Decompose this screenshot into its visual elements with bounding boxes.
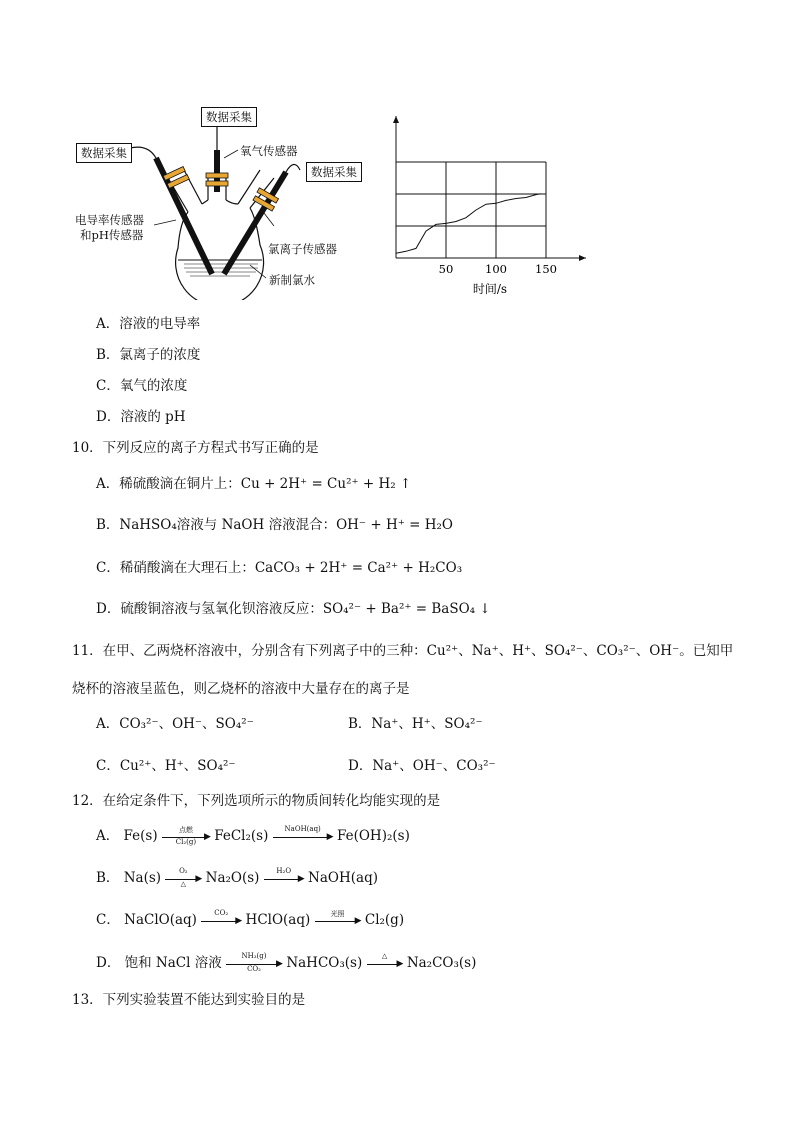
arrow-line [273, 837, 329, 838]
arrow-line [201, 921, 237, 922]
q10-option-a[interactable] [96, 472, 411, 492]
substance: Na₂CO₃(s) [406, 955, 477, 971]
q12-option-a[interactable] [96, 824, 410, 845]
q11-option-c[interactable]: C．Cu²⁺、H⁺、SO₄²⁻ [96, 758, 236, 774]
option-text: 氧气的浓度 [119, 378, 188, 394]
option-key: C． [96, 912, 120, 928]
arrow-condition-top: CO₂ [214, 908, 229, 917]
arrow-condition-top: △ [381, 951, 388, 960]
arrow-line [315, 921, 357, 922]
reaction-arrow [162, 825, 211, 846]
reaction-arrow [201, 908, 243, 929]
reaction-arrow [367, 951, 404, 972]
q9-option-b[interactable] [96, 343, 200, 363]
substance: NaOH(aq) [308, 870, 378, 886]
arrow-head-icon: ▶ [354, 915, 362, 926]
chlorine-water-label: 新制氯水 [269, 273, 315, 287]
q11-option-d[interactable]: D．Na⁺、OH⁻、CO₃²⁻ [348, 758, 496, 774]
substance: NaClO(aq) [124, 912, 197, 928]
reaction-arrow [315, 909, 362, 929]
y-axis-arrow-icon [393, 116, 399, 123]
option-key: A． [96, 316, 120, 332]
q11-stem-line2: 烧杯的溶液呈蓝色，则乙烧杯的溶液中大量存在的离子是 [72, 681, 410, 697]
time-graph [380, 110, 600, 300]
arrow-condition-top: 光照 [330, 909, 345, 918]
data-collect-left-label: 数据采集 [76, 143, 132, 163]
cable-left [130, 147, 156, 158]
graph-series [396, 194, 541, 254]
conductivity-sensor-label-2: 和pH传感器 [80, 228, 144, 242]
q11-option-a[interactable]: A．CO₃²⁻、OH⁻、SO₄²⁻ [96, 716, 254, 732]
q11-option-b[interactable]: B．Na⁺、H⁺、SO₄²⁻ [348, 716, 483, 732]
substance: Cl₂(g) [364, 912, 405, 928]
q10-option-b[interactable] [96, 513, 453, 533]
option-key: D． [96, 955, 121, 971]
arrow-condition-bottom: Cl₂(g) [175, 837, 197, 846]
option-equation: OH⁻ + H⁺ = H₂O [336, 517, 453, 533]
option-key: C． [96, 378, 120, 394]
reaction-arrow [273, 824, 334, 845]
option-key: A． [96, 476, 120, 492]
cable-right [286, 164, 300, 172]
q12-option-c[interactable] [96, 908, 404, 929]
option-desc: 硫酸铜溶液与氢氧化钡溶液反应： [120, 601, 323, 617]
liquid-hatching [184, 264, 258, 276]
arrow-condition-top: H₂O [276, 866, 292, 875]
data-collect-right-label: 数据采集 [306, 162, 362, 182]
q9-option-a[interactable] [96, 312, 200, 332]
option-equation: Cu + 2H⁺ = Cu²⁺ + H₂ ↑ [240, 476, 412, 492]
substance: Fe(OH)₂(s) [336, 828, 410, 844]
q13-stem: 13．下列实验装置不能达到实验目的是 [72, 992, 306, 1008]
reaction-arrow [226, 951, 283, 973]
option-key: B． [96, 347, 120, 363]
substance: Na₂O(s) [205, 870, 260, 886]
reaction-arrow [264, 866, 305, 887]
arrow-condition-bottom: CO₂ [247, 964, 261, 973]
arrow-condition-bottom: △ [180, 879, 187, 888]
x-tick-label: 50 [438, 262, 454, 276]
q12-option-b[interactable] [96, 866, 378, 887]
option-text: 氯离子的浓度 [119, 347, 201, 363]
arrow-condition-top: 点燃 [178, 825, 193, 834]
substance: HClO(aq) [245, 912, 311, 928]
option-desc: 稀硫酸滴在铜片上： [119, 476, 241, 492]
q11-stem-line1: 11．在甲、乙两烧杯溶液中，分别含有下列离子中的三种：Cu²⁺、Na⁺、H⁺、SO₄²⁻、CO₃²⁻、OH⁻。已知甲 [72, 643, 734, 659]
option-text: 溶液的 pH [120, 409, 186, 425]
arrow-head-icon: ▶ [297, 873, 305, 884]
q9-option-c[interactable] [96, 374, 187, 394]
substance: FeCl₂(s) [214, 828, 269, 844]
option-text: 溶液的电导率 [119, 316, 201, 332]
x-axis-arrow-icon [579, 255, 586, 261]
option-key: D． [96, 409, 121, 425]
q10-stem: 10．下列反应的离子方程式书写正确的是 [72, 440, 319, 456]
graph-x-axis-label: 时间/s [472, 282, 508, 296]
data-collect-top-label: 数据采集 [201, 107, 257, 127]
data-series-line [396, 194, 541, 254]
option-key: B． [96, 870, 120, 886]
chloride-electrode [224, 172, 286, 274]
oxygen-sensor-label: 氧气传感器 [240, 144, 298, 158]
arrow-head-icon: ▶ [396, 958, 404, 969]
chloride-sensor-label: 氯离子传感器 [268, 242, 337, 256]
arrow-head-icon: ▶ [326, 831, 334, 842]
arrow-head-icon: ▶ [235, 915, 243, 926]
arrow-condition-top: O₂ [179, 866, 188, 875]
option-key: D． [96, 601, 121, 617]
option-equation: SO₄²⁻ + Ba²⁺ = BaSO₄ ↓ [322, 601, 491, 617]
option-desc: 稀硝酸滴在大理石上： [119, 560, 255, 576]
option-key: B． [96, 517, 120, 533]
option-key: A． [96, 828, 120, 844]
q9-option-d[interactable] [96, 405, 186, 425]
arrow-head-icon: ▶ [276, 958, 283, 969]
option-equation: CaCO₃ + 2H⁺ = Ca²⁺ + H₂CO₃ [254, 560, 463, 576]
substance: NaHCO₃(s) [286, 955, 363, 971]
arrow-line [264, 879, 300, 880]
option-desc: NaHSO₄溶液与 NaOH 溶液混合： [119, 517, 337, 533]
substance: Fe(s) [123, 828, 158, 844]
substance: Na(s) [123, 870, 162, 886]
q10-option-c[interactable] [96, 556, 462, 576]
graph-tick-labels [439, 262, 557, 276]
arrow-line [367, 964, 399, 965]
apparatus-figure [60, 100, 380, 300]
arrow-condition-top: NaOH(aq) [284, 824, 321, 833]
arrow-head-icon: ▶ [203, 831, 211, 842]
substance: 饱和 NaCl 溶液 [124, 955, 222, 971]
x-tick-label: 150 [535, 262, 557, 276]
q10-option-d[interactable] [96, 597, 491, 617]
reaction-arrow [165, 866, 203, 888]
arrow-head-icon: ▶ [195, 873, 203, 884]
conductivity-sensor-label-1: 电导率传感器 [75, 213, 144, 227]
x-tick-label: 100 [485, 262, 507, 276]
q12-option-d[interactable] [96, 951, 476, 972]
graph-axes [393, 116, 586, 261]
q12-stem: 12．在给定条件下，下列选项所示的物质间转化均能实现的是 [72, 793, 441, 809]
arrow-condition-top: NH₃(g) [241, 951, 267, 960]
option-key: C． [96, 560, 120, 576]
